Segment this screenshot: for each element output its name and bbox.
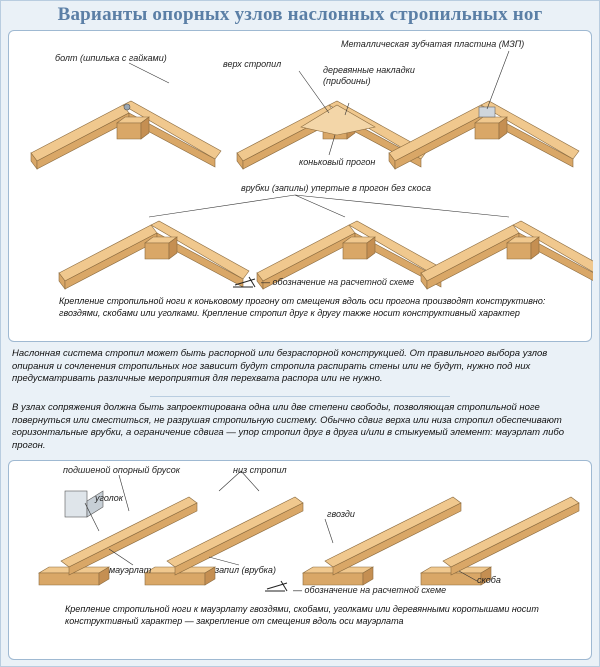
label-staple: скоба: [477, 575, 501, 585]
middle-paragraph-2: В узлах сопряжения должна быть запроектирована одна или две степени свободы, позволяющая стропильной ноге повернуться или сместиться, не разрушая стропильную систему. Обычно сдвиг верха или низа стропил обеспечивают горизонтальные врубки, а ограничение сдвига — упор стропил друг в друга и/или в стыкуемый элемент: мауэрлат либо прогон.: [12, 402, 565, 451]
label-wood-plates: деревянные накладки (прибоины): [323, 65, 415, 86]
label-notches: врубки (запилы) упертые в прогон без скоса: [241, 183, 432, 193]
middle-paragraph-1: Наслонная система стропил может быть распорной или безраспорной конструкцией. От правильного выбора узлов опирания и сочленения стропильных ног зависит будут стропила распирать стены или не будут, нужно под них предусматривать различные мероприятия для перехвата распора или не нужно.: [12, 348, 548, 384]
label-angle: уголок: [95, 493, 123, 503]
page-title: Варианты опорных узлов наслонных стропильных ног: [57, 4, 543, 25]
label-notch: запил (врубка): [215, 565, 276, 575]
label-rafter-bottom: низ стропил: [233, 465, 287, 475]
label-mzp: Металлическая зубчатая пластина (МЗП): [341, 39, 525, 49]
ridge-node-bolt: [31, 101, 221, 169]
label-scheme-bottom: — обозначение на расчетной схеме: [293, 585, 447, 595]
label-scheme: — обозначение на расчетной схеме: [261, 277, 415, 287]
ridge-nodes-panel: [8, 30, 592, 342]
mauerlat-nodes-illustration: [9, 461, 593, 661]
label-support-bar: подшиеной опорный брусок: [63, 465, 180, 475]
top-caption: Крепление стропильной ноги к коньковому прогону от смещения вдоль оси прогона производят конструктивно: гвоздями, скобами или уголками. Крепление стропил друг к другу также носит конструктивный характер: [59, 296, 546, 318]
ridge-node-notch-3: [421, 221, 593, 289]
label-bolt: болт (шпилька с гайками): [55, 53, 167, 63]
label-mauerlat: мауэрлат: [109, 565, 152, 575]
ridge-node-notch-1: [59, 221, 249, 289]
mauerlat-nodes-panel: [8, 460, 592, 660]
label-ridge-purlin: коньковый прогон: [299, 157, 376, 167]
bottom-caption: Крепление стропильной ноги к мауэрлату гвоздями, скобами, уголками или деревянными коротышами носит конструктивный характер — закрепление от смещения вдоль оси мауэрлата: [65, 604, 539, 626]
label-nails: гвозди: [327, 509, 355, 519]
bolt-icon: [124, 104, 130, 110]
scheme-symbol-icon-bottom: [265, 581, 287, 591]
label-rafter-top: верх стропил: [223, 59, 282, 69]
middle-divider: [150, 396, 450, 397]
